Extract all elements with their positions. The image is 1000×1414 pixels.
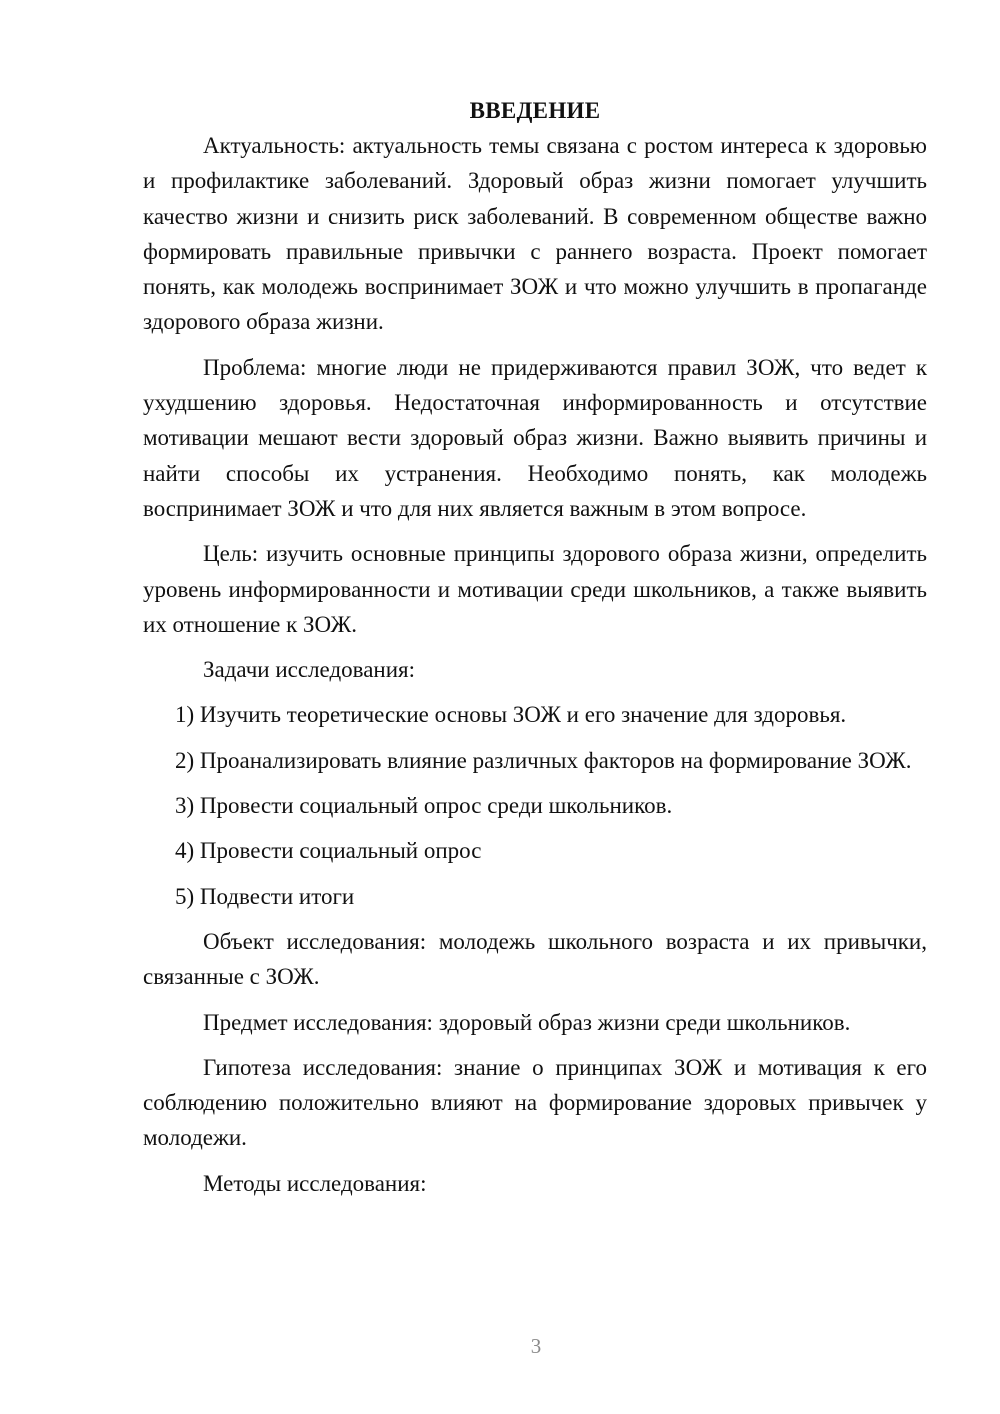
paragraph-problem: Проблема: многие люди не придерживаются правил ЗОЖ, что ведет к ухудшению здоровья. Недостаточная информированность и отсутствие мотивации мешают вести здоровый образ жизни. Важно выявить причины и найти способы их устранения. Необходимо понять, как молодежь воспринимает ЗОЖ и что для них является важным в этом вопросе.: [143, 354, 927, 521]
paragraph-hypothesis: Гипотеза исследования: знание о принципах ЗОЖ и мотивация к его соблюдению положительно влияют на формирование здоровых привычек у молодежи.: [143, 1054, 927, 1151]
paragraph-goal: Цель: изучить основные принципы здорового образа жизни, определить уровень информированности и мотивации среди школьников, а также выявить их отношение к ЗОЖ.: [143, 541, 927, 637]
document-body: [143, 93, 927, 1211]
paragraph-relevance: Актуальность: актуальность темы связана с ростом интереса к здоровью и профилактике заболеваний. Здоровый образ жизни помогает улучшить качество жизни и снизить риск заболеваний. В современном обществе важно формировать правильные привычки с раннего возраста. Проект помогает понять, как молодежь воспринимает ЗОЖ и что можно улучшить в пропаганде здорового образа жизни.: [143, 133, 927, 335]
list-item: 1) Изучить теоретические основы ЗОЖ и его значение для здоровья.: [175, 702, 847, 728]
page-number: 3: [530, 1334, 542, 1358]
paragraph-object: Объект исследования: молодежь школьного возраста и их привычки, связанные с ЗОЖ.: [143, 928, 927, 990]
paragraph-subject: Предмет исследования: здоровый образ жизни среди школьников.: [203, 1009, 851, 1035]
list-item: 4) Провести социальный опрос: [175, 838, 482, 864]
list-item: 3) Провести социальный опрос среди школьников.: [175, 793, 673, 819]
list-item: 5) Подвести итоги: [175, 883, 355, 909]
list-item: 2) Проанализировать влияние различных факторов на формирование ЗОЖ.: [175, 747, 912, 773]
paragraph-tasks-intro: Задачи исследования:: [203, 657, 416, 683]
paragraph-methods: Методы исследования:: [203, 1170, 427, 1196]
section-heading: ВВЕДЕНИЕ: [469, 98, 601, 123]
